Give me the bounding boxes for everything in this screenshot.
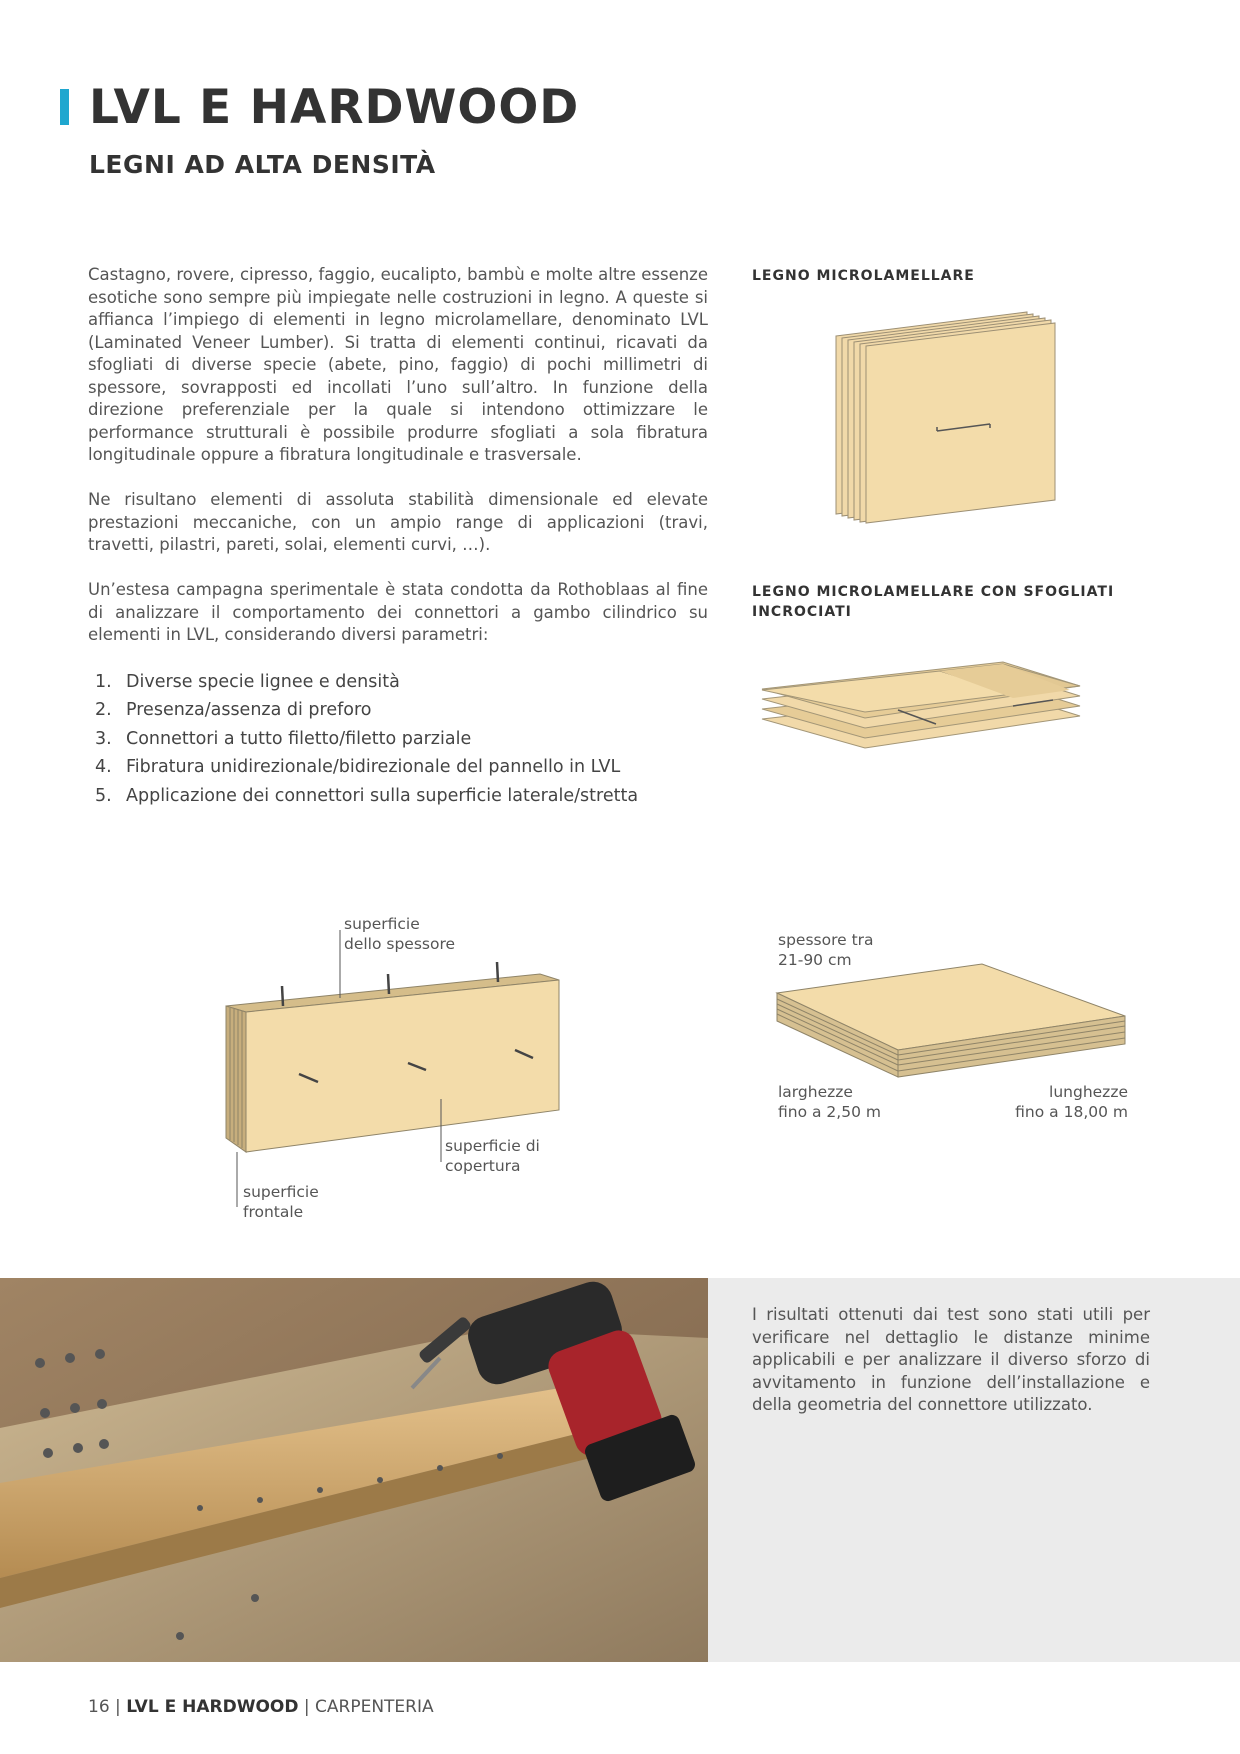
side-panel-text: I risultati ottenuti dai test sono stati utili per verificare nel dettaglio le distanze minime applicabili e per analizzare il diverso sforzo di avvitamento in funzione dell’installazione e della geometria del connettore utilizzato. [752,1305,1150,1414]
label-panel-length-1: lunghezze [1049,1083,1128,1101]
label-front-surface-2: frontale [243,1203,304,1221]
footer-chapter: CARPENTERIA [315,1697,434,1717]
lvl-panel-illustration [777,964,1125,1077]
label-panel-length-2: fino a 18,00 m [1015,1103,1128,1121]
lvl-veneer-stack-illustration [836,312,1055,523]
caption-lvl-cross: LEGNO MICROLAMELLARE CON SFOGLIATI INCROCIATI [752,584,1115,620]
page-title: LVL E HARDWOOD [89,80,580,135]
page-subtitle: LEGNI AD ALTA DENSITÀ [89,150,436,179]
list-item: 1. Diverse specie lignee e densità [95,672,400,692]
list-item: 5. Applicazione dei connettori sulla superficie laterale/stretta [95,785,639,806]
label-thickness-surface-2: dello spessore [344,935,456,953]
lvl-cross-veneer-illustration [762,662,1080,748]
intro-paragraph: Castagno, rovere, cipresso, faggio, eucalipto, bambù e molte altre essenze esotiche sono sempre più impiegate nelle costruzioni in legno. A queste si affianca l’impiego di elementi in legno microlamellare, denominato LVL (Laminated Veneer Lumber). Si tratta di elementi continui, ricavati da sfogliati di diverse specie (abete, pino, faggio) di pochi millimetri di spessore, sovrapposti ed incollati l’uno sull’altro. In funzione della direzione preferenziale per la quale si intendono ottimizzare le performance strutturali è possibile produrre sfogliati a sola fibratura longitudinale oppure a fibratura longitudinale e trasversale. [88,265,708,464]
page-number: 16 [88,1697,110,1717]
label-thickness-surface-1: superficie [344,915,420,933]
caption-lvl: LEGNO MICROLAMELLARE [752,268,975,284]
label-cover-surface-2: copertura [445,1157,521,1175]
footer-separator: | [303,1697,310,1717]
page-footer [88,1697,434,1717]
campaign-paragraph: Un’estesa campagna sperimentale è stata condotta da Rothoblaas al fine di analizzare il comportamento dei connettori a gambo cilindrico su elementi in LVL, considerando diversi parametri: [88,580,708,644]
footer-separator: | [115,1697,121,1717]
label-panel-width-2: fino a 2,50 m [778,1103,881,1121]
label-front-surface-1: superficie [243,1183,319,1201]
list-item: 3. Connettori a tutto filetto/filetto parziale [95,728,472,749]
label-cover-surface-1: superficie di [445,1137,540,1155]
installation-photo [0,1278,708,1662]
label-panel-thickness-2: 21-90 cm [778,951,852,969]
results-paragraph: Ne risultano elementi di assoluta stabilità dimensionale ed elevate prestazioni meccaniche, con un ampio range di applicazioni (travi, travetti, pilastri, pareti, solai, elementi curvi, …). [88,490,708,554]
label-panel-thickness-1: spessore tra [778,931,874,949]
footer-section: LVL E HARDWOOD [126,1697,299,1717]
label-panel-width-1: larghezze [778,1083,853,1101]
list-item: 4. Fibratura unidirezionale/bidirezionale del pannello in LVL [95,757,621,778]
list-item: 2. Presenza/assenza di preforo [95,700,372,721]
